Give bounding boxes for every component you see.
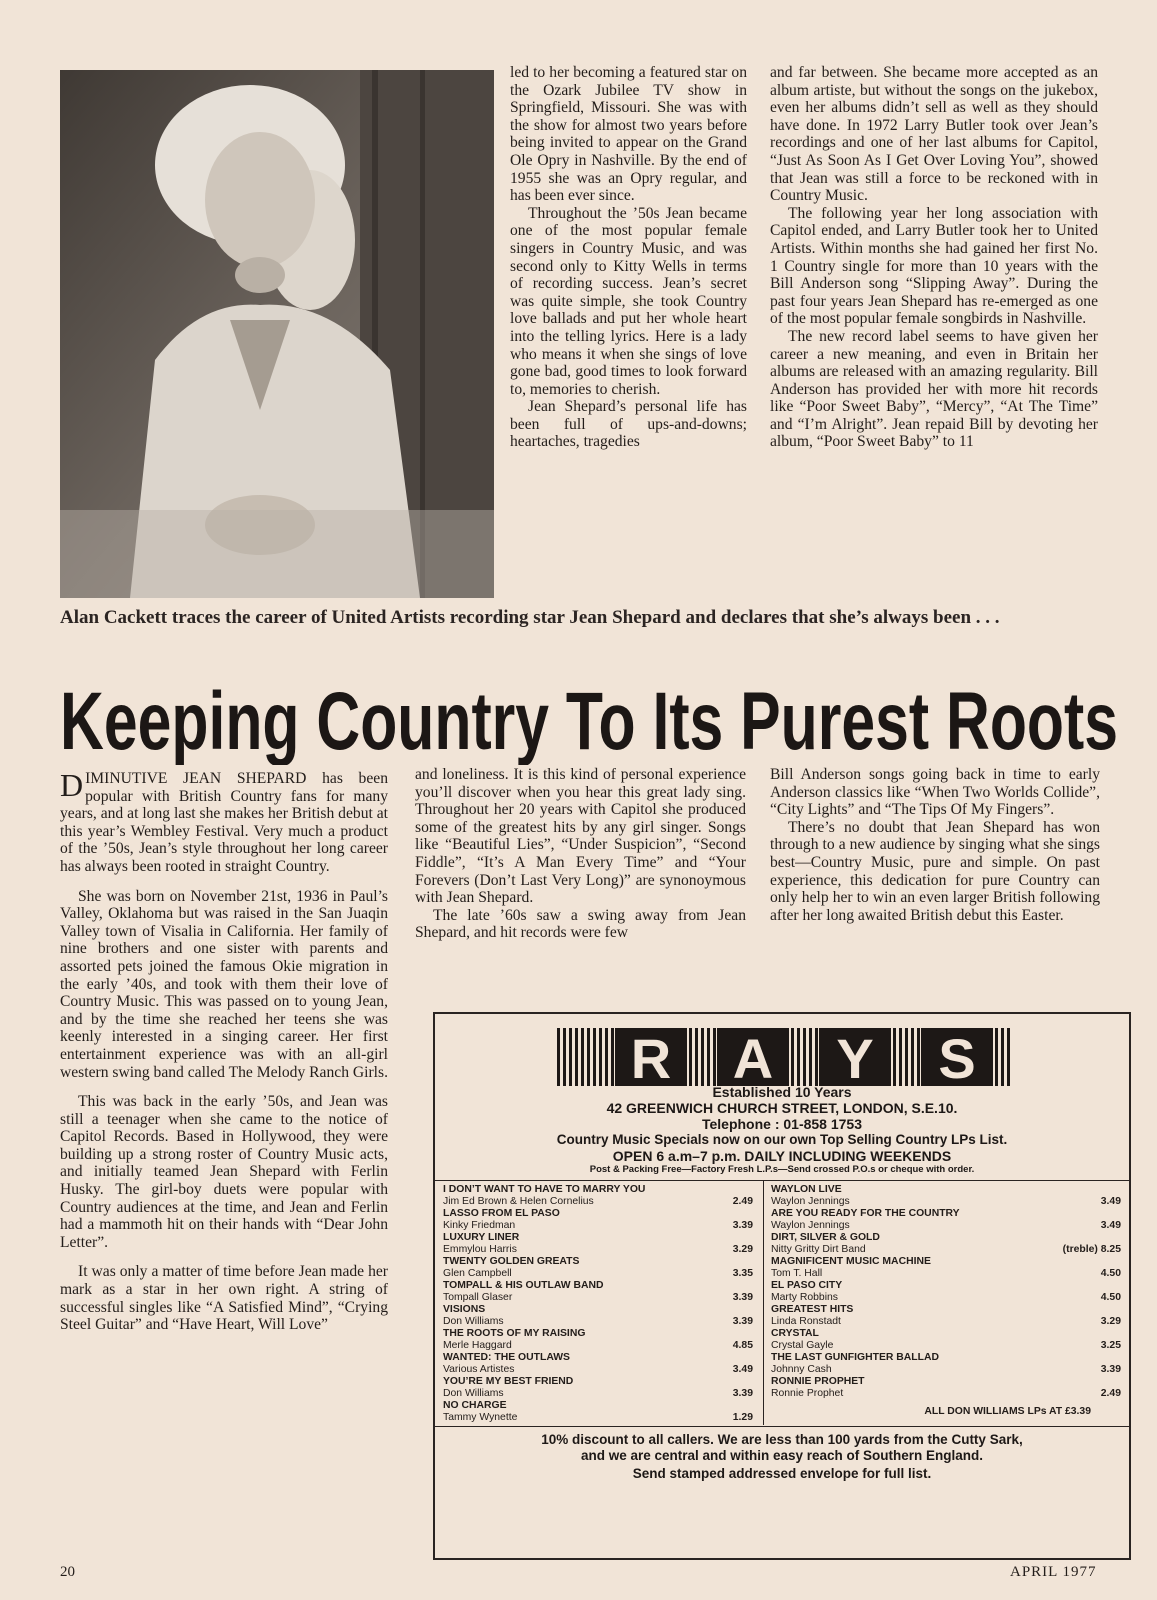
list-item: Tammy Wynette 1.29: [443, 1412, 753, 1423]
issue-date: APRIL 1977: [1010, 1564, 1097, 1580]
ad-hours: OPEN 6 a.m–7 p.m. DAILY INCLUDING WEEKENDS: [612, 1148, 952, 1164]
logo-letter: A: [732, 1027, 774, 1088]
list-item: Crystal Gayle 3.25: [771, 1340, 1121, 1351]
article-photo: [60, 70, 494, 598]
paragraph: She was born on November 21st, 1936 in Paul’s Valley, Oklahoma but was raised in the San Juaqin Valley town of Visalia in California. Her family of nine brothers and one sister with parents and assorted pets joined the famous Okie migration in the early ’40s, and took with them their love of Country Music. This was passed on to young Jean, and by the time she reached her teens she was keenly interested in a singing career. Her first entertainment experience was with an all-girl western swing band called The Melody Ranch Girls.: [60, 887, 388, 1081]
list-item: WANTED: THE OUTLAWS: [443, 1352, 570, 1363]
list-item: DIRT, SILVER & GOLD: [771, 1232, 880, 1243]
paragraph: IMINUTIVE JEAN SHEPARD has been popular with British Country fans for many years, and at long last she makes her British debut at this year’s Wembley Festival. Very much a product of the ’50s, Jean’s style throughout her long career has always been rooted in straight Country.: [60, 770, 388, 875]
ad-footer-line-2: and we are central and within easy reach of Southern England.: [580, 1448, 984, 1463]
logo-letter: S: [938, 1027, 976, 1088]
list-item: Various Artistes 3.49: [443, 1364, 753, 1375]
list-item: EL PASO CITY: [771, 1280, 843, 1291]
list-item: Nitty Gritty Dirt Band (treble) 8.25: [771, 1244, 1121, 1255]
list-item: Kinky Friedman 3.39: [443, 1220, 753, 1231]
headline: [58, 675, 1123, 765]
ad-telephone: Telephone : 01-858 1753: [701, 1116, 863, 1132]
paragraph: The new record label seems to have given her career a new meaning, and even in Britain her albums are released with an amazing regularity. Bill Anderson has provided her with more hit records like “Poor Sweet Baby”, “Mercy”, “At The Time” and “I’m Alright”. Jean repaid Bill by devoting her album, “Poor Sweet Baby” to 11: [770, 327, 1098, 451]
paragraph: Bill Anderson songs going back in time to early Anderson classics like “When Two Worlds Collide”, “City Lights” and “The Tips Of My Fingers”.: [770, 766, 1100, 819]
paragraph: The following year her long association with Capitol ended, and Larry Butler took her to United Artists. Within months she had gained her first No. 1 Country single for more than 10 years with the Bill Anderson song “Slipping Away”. During the past four years Jean Shepard has re-emerged as one of the most popular female songbirds in Nashville.: [770, 204, 1098, 328]
list-item: GREATEST HITS: [771, 1304, 854, 1315]
list-item: Linda Ronstadt 3.29: [771, 1316, 1121, 1327]
list-item: Tompall Glaser 3.39: [443, 1292, 753, 1303]
list-item: WAYLON LIVE: [771, 1184, 842, 1195]
don-williams-offer: ALL DON WILLIAMS LPs AT £3.39: [924, 1406, 1091, 1417]
list-item: LASSO FROM EL PASO: [443, 1208, 560, 1219]
list-divider: [763, 1180, 764, 1425]
left-record-list: [443, 1184, 753, 1424]
headline-text: Keeping Country To Its Purest Roots: [60, 676, 1118, 765]
paragraph: and far between. She became more accepted as an album artiste, but without the songs on the jukebox, even her albums didn’t sell as well as they should have done. In 1972 Larry Butler took over Jean’s recordings and one of her last albums for Capitol, “Just As Soon As I Get Over Loving You”, showed that Jean was still a force to be reckoned with in Country Music.: [770, 64, 1098, 205]
list-item: THE ROOTS OF MY RAISING: [443, 1328, 586, 1339]
ad-specials: Country Music Specials now on our own Top Selling Country LPs List.: [556, 1132, 1008, 1147]
list-item: RONNIE PROPHET: [771, 1376, 865, 1387]
bottom-column-2: [415, 766, 746, 942]
list-item: TWENTY GOLDEN GREATS: [443, 1256, 580, 1267]
ad-established: Established 10 Years: [712, 1084, 852, 1100]
list-item: CRYSTAL: [771, 1328, 819, 1339]
divider: [435, 1180, 1129, 1181]
paragraph: and loneliness. It is this kind of personal experience you’ll discover when you hear this great lady sing. Throughout her 20 years with Capitol she produced some of the greatest hits by any girl singer. Songs like “Beautiful Lies”, “Under Suspicion”, “Second Fiddle”, “It’s A Man Every Time” and “Your Forevers (Don’t Last Very Long)” are synonoymous with Jean Shepard.: [415, 766, 746, 907]
logo-letter: R: [630, 1027, 672, 1088]
paragraph: Jean Shepard’s personal life has been full of ups-and-downs; heartaches, tragedies: [510, 398, 747, 451]
list-item: MAGNIFICENT MUSIC MACHINE: [771, 1256, 931, 1267]
list-item: I DON’T WANT TO HAVE TO MARRY YOU: [443, 1184, 646, 1195]
standfirst: Alan Cackett traces the career of United Artists recording star Jean Shepard and declares that she’s always been . . .: [60, 607, 1000, 628]
top-column-2: [510, 64, 747, 451]
list-item: Jim Ed Brown & Helen Cornelius 2.49: [443, 1196, 753, 1207]
list-item: Johnny Cash 3.39: [771, 1364, 1121, 1375]
page-number: 20: [60, 1564, 75, 1580]
list-item: YOU’RE MY BEST FRIEND: [443, 1376, 574, 1387]
list-item: Don Williams 3.39: [443, 1316, 753, 1327]
ad-address: 42 GREENWICH CHURCH STREET, LONDON, S.E.10.: [606, 1100, 958, 1116]
paragraph: Throughout the ’50s Jean became one of the most popular female singers in Country Music, and was second only to Kitty Wells in terms of recording success. Jean’s secret was quite simple, she took Country love ballads and put her whole heart into the telling lyrics. Here is a lady who means it when she sings of love gone bad, good times to look forward to, memories to cherish.: [510, 204, 747, 398]
list-item: Waylon Jennings 3.49: [771, 1220, 1121, 1231]
paragraph: The late ’60s saw a swing away from Jean Shepard, and hit records were few: [415, 906, 746, 942]
paragraph: led to her becoming a featured star on the Ozark Jubilee TV show in Springfield, Missouri. She was with the show for almost two years before being invited to appear on the Grand Ole Opry in Nashville. By the end of 1955 she was an Opry regular, and has been ever since.: [510, 64, 747, 205]
list-item: THE LAST GUNFIGHTER BALLAD: [771, 1352, 939, 1363]
rays-advertisement: [433, 1012, 1131, 1560]
list-item: Waylon Jennings 3.49: [771, 1196, 1121, 1207]
list-item: LUXURY LINER: [443, 1232, 520, 1243]
bottom-column-1: [60, 767, 388, 1334]
ad-footer-line-3: Send stamped addressed envelope for full list.: [632, 1466, 932, 1481]
portrait-illustration: [60, 70, 494, 598]
rays-logo: [555, 1026, 1011, 1088]
list-item: Ronnie Prophet 2.49: [771, 1388, 1121, 1399]
list-item: Don Williams 3.39: [443, 1388, 753, 1399]
ad-postage: Post & Packing Free—Factory Fresh L.P.s—Send crossed P.O.s or cheque with order.: [589, 1164, 975, 1175]
paragraph: There’s no doubt that Jean Shepard has won through to a new audience by singing what she sings best—Country Music, pure and simple. On past experience, this dedication for pure Country can only help her to win an even larger British following after her long awaited British debut this Easter.: [770, 818, 1100, 924]
right-record-list: [771, 1184, 1121, 1418]
list-item: Merle Haggard 4.85: [443, 1340, 753, 1351]
list-item: TOMPALL & HIS OUTLAW BAND: [443, 1280, 604, 1291]
list-item: Emmylou Harris 3.29: [443, 1244, 753, 1255]
divider: [435, 1426, 1129, 1427]
list-item: Tom T. Hall 4.50: [771, 1268, 1121, 1279]
paragraph: It was only a matter of time before Jean made her mark as a star in her own right. A string of successful singles like “A Satisfied Mind”, “Crying Steel Guitar” and “Have Heart, Will Love”: [60, 1263, 388, 1334]
list-item: Glen Campbell 3.35: [443, 1268, 753, 1279]
ad-footer-line-1: 10% discount to all callers. We are less than 100 yards from the Cutty Sark,: [541, 1432, 1023, 1447]
paragraph: This was back in the early ’50s, and Jean was still a teenager when she came to the notice of Capitol Records. Based in Hollywood, they were building up a strong roster of Country Music acts, and initially teamed Jean Shepard with Ferlin Husky. The girl-boy duets were popular with Country audiences at the time, and Jean and Ferlin had a mammoth hit on their hands with “Dear John Letter”.: [60, 1093, 388, 1251]
top-column-3: [770, 64, 1098, 451]
list-item: NO CHARGE: [443, 1400, 507, 1411]
list-item: ARE YOU READY FOR THE COUNTRY: [771, 1208, 960, 1219]
list-item: Marty Robbins 4.50: [771, 1292, 1121, 1303]
list-item: VISIONS: [443, 1304, 486, 1315]
drop-cap: D: [60, 767, 84, 803]
bottom-column-3: [770, 766, 1100, 924]
logo-letter: Y: [836, 1027, 874, 1088]
